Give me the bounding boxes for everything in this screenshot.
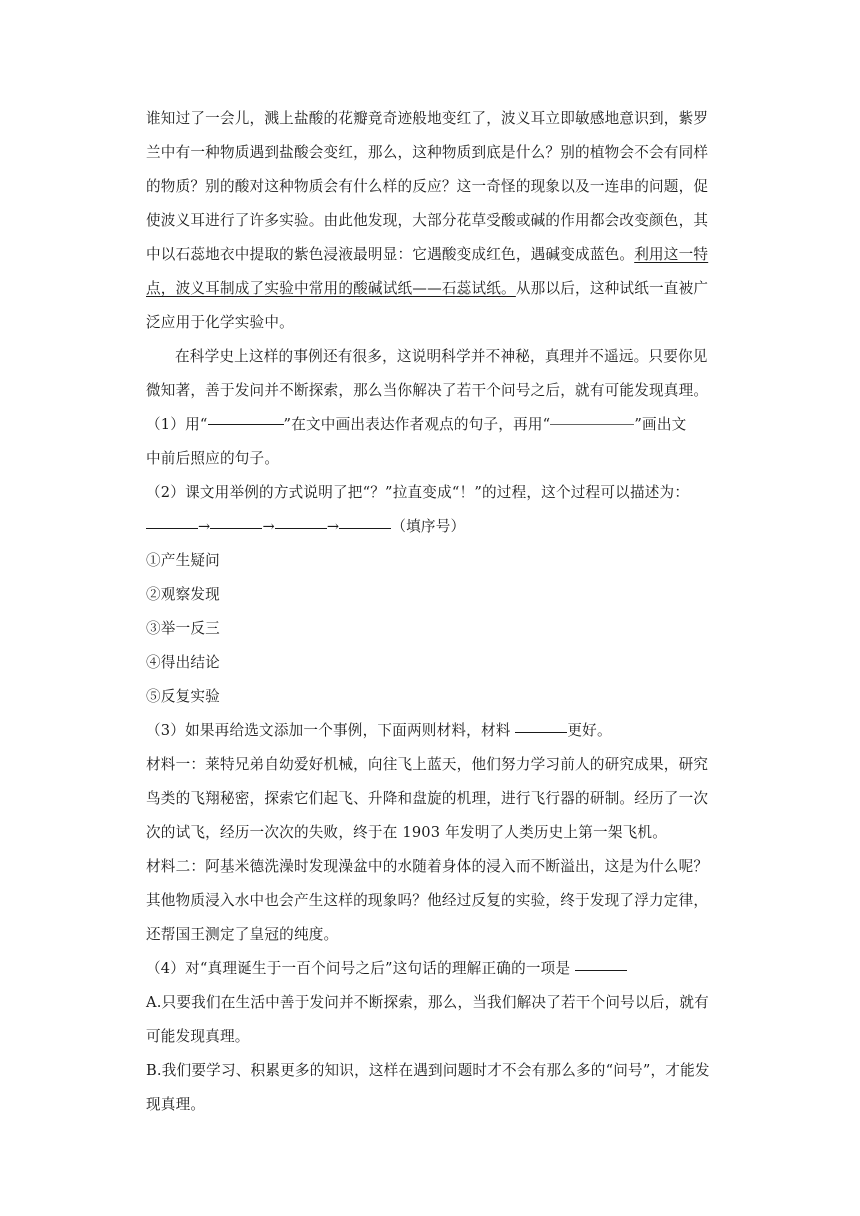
text-line <box>146 272 730 306</box>
q4-text: （4）对“真理诞生于一百个问号之后”这句话的理解正确的一项是 <box>146 960 576 977</box>
answer-blank[interactable] <box>515 732 567 733</box>
hint-text: （填序号） <box>391 518 466 535</box>
answer-blank[interactable] <box>146 528 198 529</box>
option-item: ③举一反三 <box>146 620 220 637</box>
underlined-sentence: 利用这一特 <box>634 246 709 263</box>
answer-sequence <box>146 510 730 544</box>
material-line: 还帮国王测定了皇冠的纯度。 <box>146 926 339 943</box>
q1-text: ”在文中画出表达作者观点的句子，再用“ <box>283 416 551 433</box>
text-line: 谁知过了一会儿，溅上盐酸的花瓣竟奇迹般地变红了，波义耳立即敏感地意识到，紫罗 <box>146 110 709 127</box>
choice-a-line: 可能发现真理。 <box>146 1028 250 1045</box>
choice-b-line: B.我们要学习、积累更多的知识，这样在遇到问题时才不会有那么多的“问号”，才能发 <box>146 1062 710 1079</box>
material-line: 次的试飞，经历一次次的失败，终于在 1903 年发明了人类历史上第一架飞机。 <box>146 824 668 841</box>
answer-blank[interactable] <box>275 528 327 529</box>
answer-blank[interactable] <box>210 528 262 529</box>
answer-blank[interactable] <box>339 528 391 529</box>
text-line: 兰中有一种物质遇到盐酸会变红，那么，这种物质到底是什么？别的植物会不会有同样 <box>146 144 709 161</box>
q3-text: （3）如果再给选文添加一个事例，下面两则材料，材料 <box>146 722 516 739</box>
question-1-line2: 中前后照应的句子。 <box>146 450 280 467</box>
q1-text: ”画出文 <box>634 416 687 433</box>
text-line: 泛应用于化学实验中。 <box>146 314 294 331</box>
arrow: → <box>326 518 340 535</box>
q3-text: 更好。 <box>567 722 612 739</box>
plain-text: 从那以后，这种试纸一直被广 <box>515 280 709 297</box>
text-line: 微知著，善于发问并不断探索，那么当你解决了若干个问号之后，就有可能发现真理。 <box>146 382 709 399</box>
q1-text: （1）用“ <box>146 416 208 433</box>
option-item: ②观察发现 <box>146 586 220 603</box>
question-1 <box>146 408 730 442</box>
plain-text: 中以石蕊地衣中提取的紫色浸液最明显：它遇酸变成红色，遇碱变成蓝色。 <box>146 246 635 263</box>
arrow: → <box>262 518 275 535</box>
solid-line-sample <box>208 424 284 425</box>
question-3 <box>146 714 730 748</box>
question-2: （2）课文用举例的方式说明了把“？”拉直变成“！”的过程，这个过程可以描述为： <box>146 484 690 501</box>
thin-line-sample <box>550 424 634 425</box>
text-line: 使波义耳进行了许多实验。由此他发现，大部分花草受酸或碱的作用都会改变颜色，其 <box>146 212 709 229</box>
choice-a-line: A.只要我们在生活中善于发问并不断探索，那么，当我们解决了若干个问号以后，就有 <box>146 994 709 1011</box>
arrow: → <box>198 518 211 535</box>
text-line <box>146 238 730 272</box>
underlined-sentence: 点，波义耳制成了实验中常用的酸碱试纸——石蕊试纸。 <box>146 280 516 297</box>
material-line: 材料一：莱特兄弟自幼爱好机械，向往飞上蓝天，他们努力学习前人的研究成果，研究 <box>146 756 709 773</box>
option-item: ⑤反复实验 <box>146 688 220 705</box>
option-item: ④得出结论 <box>146 654 220 671</box>
text-line: 的物质？别的酸对这种物质会有什么样的反应？这一奇怪的现象以及一连串的问题，促 <box>146 178 709 195</box>
answer-blank[interactable] <box>575 970 627 971</box>
document-page <box>146 102 730 1122</box>
material-line: 材料二：阿基米德洗澡时发现澡盆中的水随着身体的浸入而不断溢出，这是为什么呢？ <box>146 858 709 875</box>
question-4 <box>146 952 730 986</box>
text-line: 在科学史上这样的事例还有很多，这说明科学并不神秘，真理并不遥远。只要你见 <box>175 348 708 365</box>
choice-b-line: 现真理。 <box>146 1096 206 1113</box>
option-item: ①产生疑问 <box>146 552 220 569</box>
material-line: 其他物质浸入水中也会产生这样的现象吗？他经过反复的实验，终于发现了浮力定律， <box>146 892 709 909</box>
material-line: 鸟类的飞翔秘密，探索它们起飞、升降和盘旋的机理，进行飞行器的研制。经历了一次 <box>146 790 709 807</box>
